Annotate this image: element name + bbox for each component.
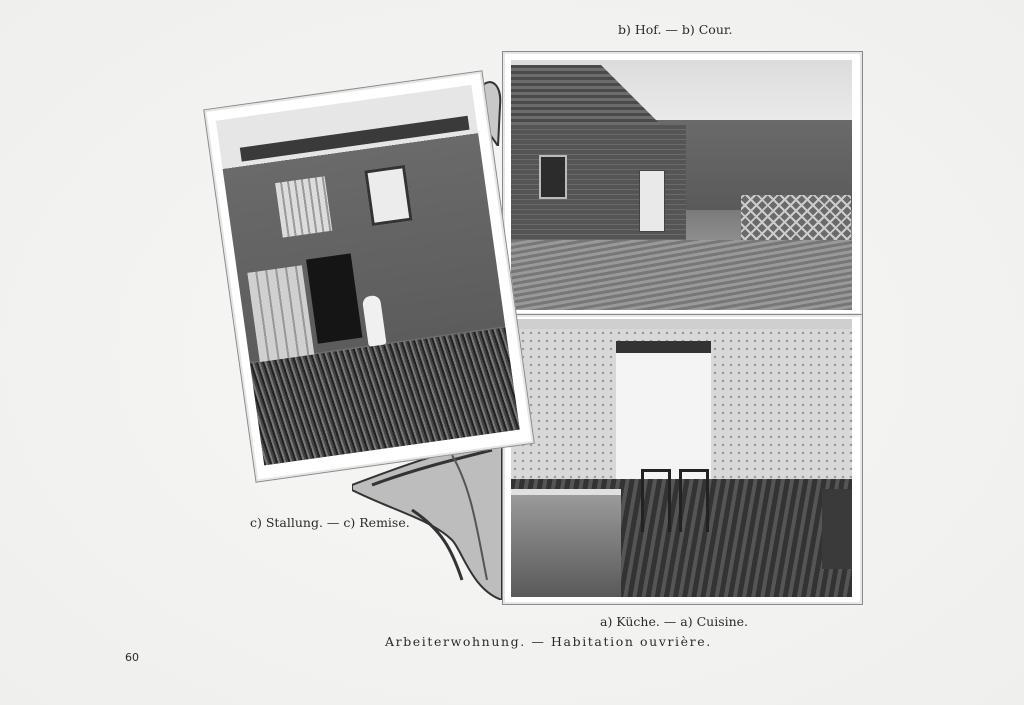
kitchen-image xyxy=(511,319,852,597)
stable-image xyxy=(216,85,520,466)
caption-stable: c) Stallung. — c) Remise. xyxy=(250,515,410,530)
caption-kitchen: a) Küche. — a) Cuisine. xyxy=(600,614,749,629)
courtyard-image xyxy=(511,60,852,310)
photo-kitchen xyxy=(502,314,863,605)
photo-courtyard xyxy=(502,51,863,316)
photo-stable xyxy=(203,70,535,483)
page-title: Arbeiterwohnung. — Habitation ouvrière. xyxy=(385,634,712,649)
caption-courtyard: b) Hof. — b) Cour. xyxy=(618,22,733,37)
page-number: 60 xyxy=(125,651,139,664)
